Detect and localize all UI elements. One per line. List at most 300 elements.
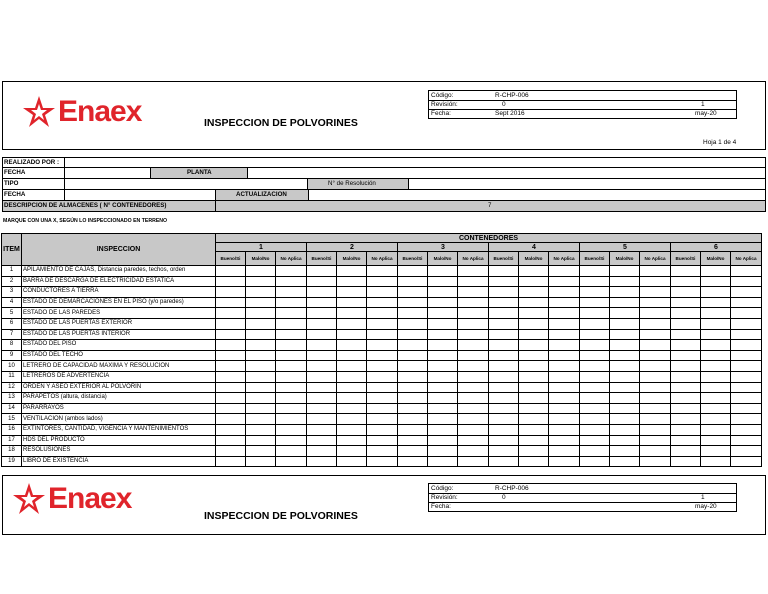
check-cell[interactable] <box>489 414 519 425</box>
check-cell[interactable] <box>276 318 307 329</box>
check-cell[interactable] <box>701 329 731 340</box>
check-cell[interactable] <box>337 393 367 404</box>
check-cell[interactable] <box>580 318 610 329</box>
check-cell[interactable] <box>519 435 549 446</box>
check-cell[interactable] <box>519 414 549 425</box>
realizado-por-field[interactable] <box>65 158 765 167</box>
check-cell[interactable] <box>276 446 307 457</box>
check-cell[interactable] <box>549 318 580 329</box>
check-cell[interactable] <box>428 382 458 393</box>
check-cell[interactable] <box>216 266 246 277</box>
check-cell[interactable] <box>428 393 458 404</box>
check-cell[interactable] <box>701 393 731 404</box>
check-cell[interactable] <box>549 382 580 393</box>
check-cell[interactable] <box>276 382 307 393</box>
check-cell[interactable] <box>671 446 701 457</box>
check-cell[interactable] <box>701 276 731 287</box>
check-cell[interactable] <box>398 456 428 467</box>
check-cell[interactable] <box>216 276 246 287</box>
check-cell[interactable] <box>337 308 367 319</box>
contenedores-count[interactable]: 7 <box>488 202 492 209</box>
check-cell[interactable] <box>246 456 276 467</box>
check-cell[interactable] <box>246 297 276 308</box>
check-cell[interactable] <box>519 276 549 287</box>
check-cell[interactable] <box>549 393 580 404</box>
check-cell[interactable] <box>701 371 731 382</box>
check-cell[interactable] <box>731 435 762 446</box>
check-cell[interactable] <box>519 297 549 308</box>
check-cell[interactable] <box>398 414 428 425</box>
check-cell[interactable] <box>428 361 458 372</box>
check-cell[interactable] <box>701 414 731 425</box>
check-cell[interactable] <box>549 371 580 382</box>
check-cell[interactable] <box>701 382 731 393</box>
check-cell[interactable] <box>428 456 458 467</box>
check-cell[interactable] <box>731 318 762 329</box>
check-cell[interactable] <box>489 393 519 404</box>
check-cell[interactable] <box>458 456 489 467</box>
check-cell[interactable] <box>428 446 458 457</box>
check-cell[interactable] <box>671 393 701 404</box>
check-cell[interactable] <box>337 414 367 425</box>
check-cell[interactable] <box>428 340 458 351</box>
check-cell[interactable] <box>640 350 671 361</box>
check-cell[interactable] <box>731 446 762 457</box>
check-cell[interactable] <box>610 340 640 351</box>
check-cell[interactable] <box>489 266 519 277</box>
check-cell[interactable] <box>519 340 549 351</box>
check-cell[interactable] <box>671 382 701 393</box>
check-cell[interactable] <box>640 276 671 287</box>
check-cell[interactable] <box>580 329 610 340</box>
check-cell[interactable] <box>307 297 337 308</box>
check-cell[interactable] <box>610 414 640 425</box>
check-cell[interactable] <box>246 329 276 340</box>
check-cell[interactable] <box>458 329 489 340</box>
check-cell[interactable] <box>276 403 307 414</box>
check-cell[interactable] <box>701 318 731 329</box>
check-cell[interactable] <box>671 287 701 298</box>
check-cell[interactable] <box>246 403 276 414</box>
check-cell[interactable] <box>458 382 489 393</box>
check-cell[interactable] <box>398 350 428 361</box>
check-cell[interactable] <box>367 393 398 404</box>
check-cell[interactable] <box>398 361 428 372</box>
check-cell[interactable] <box>549 456 580 467</box>
check-cell[interactable] <box>458 297 489 308</box>
check-cell[interactable] <box>398 424 428 435</box>
check-cell[interactable] <box>398 435 428 446</box>
check-cell[interactable] <box>337 329 367 340</box>
check-cell[interactable] <box>489 318 519 329</box>
check-cell[interactable] <box>640 435 671 446</box>
check-cell[interactable] <box>398 393 428 404</box>
check-cell[interactable] <box>640 403 671 414</box>
check-cell[interactable] <box>398 403 428 414</box>
check-cell[interactable] <box>398 318 428 329</box>
check-cell[interactable] <box>458 318 489 329</box>
check-cell[interactable] <box>489 424 519 435</box>
tipo-field[interactable] <box>65 179 315 189</box>
planta-field[interactable] <box>247 168 765 178</box>
check-cell[interactable] <box>640 266 671 277</box>
check-cell[interactable] <box>246 287 276 298</box>
check-cell[interactable] <box>458 308 489 319</box>
check-cell[interactable] <box>307 424 337 435</box>
check-cell[interactable] <box>398 371 428 382</box>
check-cell[interactable] <box>731 297 762 308</box>
check-cell[interactable] <box>307 350 337 361</box>
check-cell[interactable] <box>337 435 367 446</box>
check-cell[interactable] <box>610 308 640 319</box>
check-cell[interactable] <box>428 403 458 414</box>
check-cell[interactable] <box>367 340 398 351</box>
check-cell[interactable] <box>276 393 307 404</box>
check-cell[interactable] <box>549 361 580 372</box>
check-cell[interactable] <box>276 350 307 361</box>
check-cell[interactable] <box>276 361 307 372</box>
check-cell[interactable] <box>640 393 671 404</box>
check-cell[interactable] <box>640 287 671 298</box>
check-cell[interactable] <box>307 456 337 467</box>
check-cell[interactable] <box>671 361 701 372</box>
check-cell[interactable] <box>580 340 610 351</box>
check-cell[interactable] <box>610 276 640 287</box>
check-cell[interactable] <box>276 371 307 382</box>
check-cell[interactable] <box>216 414 246 425</box>
check-cell[interactable] <box>731 361 762 372</box>
check-cell[interactable] <box>337 297 367 308</box>
check-cell[interactable] <box>428 308 458 319</box>
check-cell[interactable] <box>307 266 337 277</box>
check-cell[interactable] <box>307 414 337 425</box>
check-cell[interactable] <box>640 340 671 351</box>
check-cell[interactable] <box>458 276 489 287</box>
check-cell[interactable] <box>519 287 549 298</box>
check-cell[interactable] <box>216 403 246 414</box>
check-cell[interactable] <box>519 456 549 467</box>
check-cell[interactable] <box>519 266 549 277</box>
check-cell[interactable] <box>246 414 276 425</box>
check-cell[interactable] <box>519 329 549 340</box>
check-cell[interactable] <box>549 276 580 287</box>
check-cell[interactable] <box>489 329 519 340</box>
check-cell[interactable] <box>367 361 398 372</box>
check-cell[interactable] <box>216 340 246 351</box>
check-cell[interactable] <box>640 308 671 319</box>
check-cell[interactable] <box>731 350 762 361</box>
check-cell[interactable] <box>549 340 580 351</box>
check-cell[interactable] <box>731 414 762 425</box>
check-cell[interactable] <box>337 382 367 393</box>
check-cell[interactable] <box>580 382 610 393</box>
check-cell[interactable] <box>367 446 398 457</box>
check-cell[interactable] <box>580 446 610 457</box>
check-cell[interactable] <box>458 446 489 457</box>
check-cell[interactable] <box>549 266 580 277</box>
check-cell[interactable] <box>276 297 307 308</box>
check-cell[interactable] <box>246 382 276 393</box>
check-cell[interactable] <box>610 318 640 329</box>
check-cell[interactable] <box>367 350 398 361</box>
check-cell[interactable] <box>307 287 337 298</box>
check-cell[interactable] <box>458 350 489 361</box>
check-cell[interactable] <box>428 287 458 298</box>
check-cell[interactable] <box>640 382 671 393</box>
check-cell[interactable] <box>307 340 337 351</box>
check-cell[interactable] <box>458 414 489 425</box>
check-cell[interactable] <box>549 435 580 446</box>
check-cell[interactable] <box>367 308 398 319</box>
check-cell[interactable] <box>307 435 337 446</box>
check-cell[interactable] <box>671 350 701 361</box>
check-cell[interactable] <box>671 297 701 308</box>
check-cell[interactable] <box>216 371 246 382</box>
check-cell[interactable] <box>428 350 458 361</box>
check-cell[interactable] <box>216 361 246 372</box>
check-cell[interactable] <box>519 318 549 329</box>
fecha2-field[interactable] <box>65 190 215 200</box>
check-cell[interactable] <box>398 276 428 287</box>
check-cell[interactable] <box>216 435 246 446</box>
check-cell[interactable] <box>519 361 549 372</box>
check-cell[interactable] <box>216 329 246 340</box>
check-cell[interactable] <box>337 276 367 287</box>
check-cell[interactable] <box>610 446 640 457</box>
check-cell[interactable] <box>428 266 458 277</box>
check-cell[interactable] <box>246 318 276 329</box>
check-cell[interactable] <box>580 371 610 382</box>
check-cell[interactable] <box>731 266 762 277</box>
check-cell[interactable] <box>398 329 428 340</box>
check-cell[interactable] <box>337 403 367 414</box>
check-cell[interactable] <box>519 403 549 414</box>
check-cell[interactable] <box>337 446 367 457</box>
check-cell[interactable] <box>640 456 671 467</box>
check-cell[interactable] <box>428 297 458 308</box>
check-cell[interactable] <box>337 424 367 435</box>
check-cell[interactable] <box>731 403 762 414</box>
check-cell[interactable] <box>519 350 549 361</box>
check-cell[interactable] <box>671 318 701 329</box>
check-cell[interactable] <box>216 308 246 319</box>
check-cell[interactable] <box>458 371 489 382</box>
check-cell[interactable] <box>367 382 398 393</box>
check-cell[interactable] <box>246 361 276 372</box>
check-cell[interactable] <box>580 414 610 425</box>
check-cell[interactable] <box>580 435 610 446</box>
check-cell[interactable] <box>276 456 307 467</box>
check-cell[interactable] <box>246 308 276 319</box>
check-cell[interactable] <box>367 276 398 287</box>
check-cell[interactable] <box>428 435 458 446</box>
check-cell[interactable] <box>610 329 640 340</box>
check-cell[interactable] <box>307 393 337 404</box>
check-cell[interactable] <box>549 329 580 340</box>
check-cell[interactable] <box>216 318 246 329</box>
check-cell[interactable] <box>610 403 640 414</box>
check-cell[interactable] <box>307 446 337 457</box>
check-cell[interactable] <box>367 318 398 329</box>
check-cell[interactable] <box>671 424 701 435</box>
check-cell[interactable] <box>640 371 671 382</box>
check-cell[interactable] <box>337 361 367 372</box>
check-cell[interactable] <box>519 308 549 319</box>
check-cell[interactable] <box>549 287 580 298</box>
check-cell[interactable] <box>519 393 549 404</box>
check-cell[interactable] <box>489 371 519 382</box>
check-cell[interactable] <box>398 308 428 319</box>
check-cell[interactable] <box>216 350 246 361</box>
check-cell[interactable] <box>610 350 640 361</box>
check-cell[interactable] <box>276 266 307 277</box>
check-cell[interactable] <box>580 424 610 435</box>
check-cell[interactable] <box>549 350 580 361</box>
check-cell[interactable] <box>701 361 731 372</box>
check-cell[interactable] <box>367 403 398 414</box>
check-cell[interactable] <box>549 297 580 308</box>
check-cell[interactable] <box>216 424 246 435</box>
check-cell[interactable] <box>640 424 671 435</box>
check-cell[interactable] <box>671 371 701 382</box>
check-cell[interactable] <box>367 266 398 277</box>
check-cell[interactable] <box>580 308 610 319</box>
check-cell[interactable] <box>367 329 398 340</box>
check-cell[interactable] <box>246 340 276 351</box>
check-cell[interactable] <box>731 329 762 340</box>
check-cell[interactable] <box>519 371 549 382</box>
check-cell[interactable] <box>337 456 367 467</box>
check-cell[interactable] <box>610 424 640 435</box>
check-cell[interactable] <box>428 424 458 435</box>
check-cell[interactable] <box>731 456 762 467</box>
check-cell[interactable] <box>276 329 307 340</box>
check-cell[interactable] <box>428 318 458 329</box>
check-cell[interactable] <box>580 287 610 298</box>
check-cell[interactable] <box>610 393 640 404</box>
check-cell[interactable] <box>549 403 580 414</box>
check-cell[interactable] <box>398 287 428 298</box>
check-cell[interactable] <box>519 446 549 457</box>
check-cell[interactable] <box>701 340 731 351</box>
check-cell[interactable] <box>367 297 398 308</box>
check-cell[interactable] <box>367 424 398 435</box>
check-cell[interactable] <box>458 403 489 414</box>
check-cell[interactable] <box>216 382 246 393</box>
check-cell[interactable] <box>701 266 731 277</box>
actualizacion-field[interactable] <box>308 190 765 200</box>
check-cell[interactable] <box>640 414 671 425</box>
check-cell[interactable] <box>610 456 640 467</box>
check-cell[interactable] <box>337 350 367 361</box>
check-cell[interactable] <box>671 266 701 277</box>
check-cell[interactable] <box>519 424 549 435</box>
check-cell[interactable] <box>671 340 701 351</box>
check-cell[interactable] <box>276 424 307 435</box>
check-cell[interactable] <box>640 329 671 340</box>
check-cell[interactable] <box>640 361 671 372</box>
check-cell[interactable] <box>307 318 337 329</box>
check-cell[interactable] <box>367 456 398 467</box>
check-cell[interactable] <box>489 382 519 393</box>
check-cell[interactable] <box>458 361 489 372</box>
check-cell[interactable] <box>731 308 762 319</box>
check-cell[interactable] <box>398 446 428 457</box>
check-cell[interactable] <box>216 393 246 404</box>
check-cell[interactable] <box>731 424 762 435</box>
check-cell[interactable] <box>246 276 276 287</box>
check-cell[interactable] <box>489 308 519 319</box>
fecha-field[interactable] <box>65 168 149 178</box>
check-cell[interactable] <box>580 276 610 287</box>
check-cell[interactable] <box>398 266 428 277</box>
check-cell[interactable] <box>489 403 519 414</box>
check-cell[interactable] <box>489 350 519 361</box>
check-cell[interactable] <box>701 297 731 308</box>
check-cell[interactable] <box>458 393 489 404</box>
check-cell[interactable] <box>610 382 640 393</box>
check-cell[interactable] <box>458 435 489 446</box>
check-cell[interactable] <box>458 424 489 435</box>
check-cell[interactable] <box>337 371 367 382</box>
check-cell[interactable] <box>398 340 428 351</box>
check-cell[interactable] <box>671 329 701 340</box>
check-cell[interactable] <box>549 308 580 319</box>
check-cell[interactable] <box>489 435 519 446</box>
check-cell[interactable] <box>640 297 671 308</box>
check-cell[interactable] <box>701 424 731 435</box>
check-cell[interactable] <box>246 371 276 382</box>
check-cell[interactable] <box>731 340 762 351</box>
check-cell[interactable] <box>307 329 337 340</box>
check-cell[interactable] <box>246 393 276 404</box>
check-cell[interactable] <box>216 446 246 457</box>
check-cell[interactable] <box>458 287 489 298</box>
check-cell[interactable] <box>580 361 610 372</box>
check-cell[interactable] <box>610 297 640 308</box>
check-cell[interactable] <box>367 287 398 298</box>
check-cell[interactable] <box>216 297 246 308</box>
check-cell[interactable] <box>489 456 519 467</box>
check-cell[interactable] <box>246 266 276 277</box>
check-cell[interactable] <box>307 403 337 414</box>
check-cell[interactable] <box>580 403 610 414</box>
check-cell[interactable] <box>428 276 458 287</box>
check-cell[interactable] <box>731 276 762 287</box>
check-cell[interactable] <box>458 266 489 277</box>
check-cell[interactable] <box>549 424 580 435</box>
check-cell[interactable] <box>337 266 367 277</box>
check-cell[interactable] <box>610 361 640 372</box>
check-cell[interactable] <box>549 414 580 425</box>
check-cell[interactable] <box>701 446 731 457</box>
check-cell[interactable] <box>276 340 307 351</box>
check-cell[interactable] <box>428 371 458 382</box>
check-cell[interactable] <box>307 371 337 382</box>
check-cell[interactable] <box>367 414 398 425</box>
check-cell[interactable] <box>580 350 610 361</box>
check-cell[interactable] <box>580 297 610 308</box>
check-cell[interactable] <box>610 371 640 382</box>
check-cell[interactable] <box>246 435 276 446</box>
check-cell[interactable] <box>307 276 337 287</box>
check-cell[interactable] <box>246 424 276 435</box>
check-cell[interactable] <box>489 297 519 308</box>
resolucion-field[interactable] <box>408 179 765 189</box>
check-cell[interactable] <box>428 329 458 340</box>
check-cell[interactable] <box>549 446 580 457</box>
check-cell[interactable] <box>671 414 701 425</box>
